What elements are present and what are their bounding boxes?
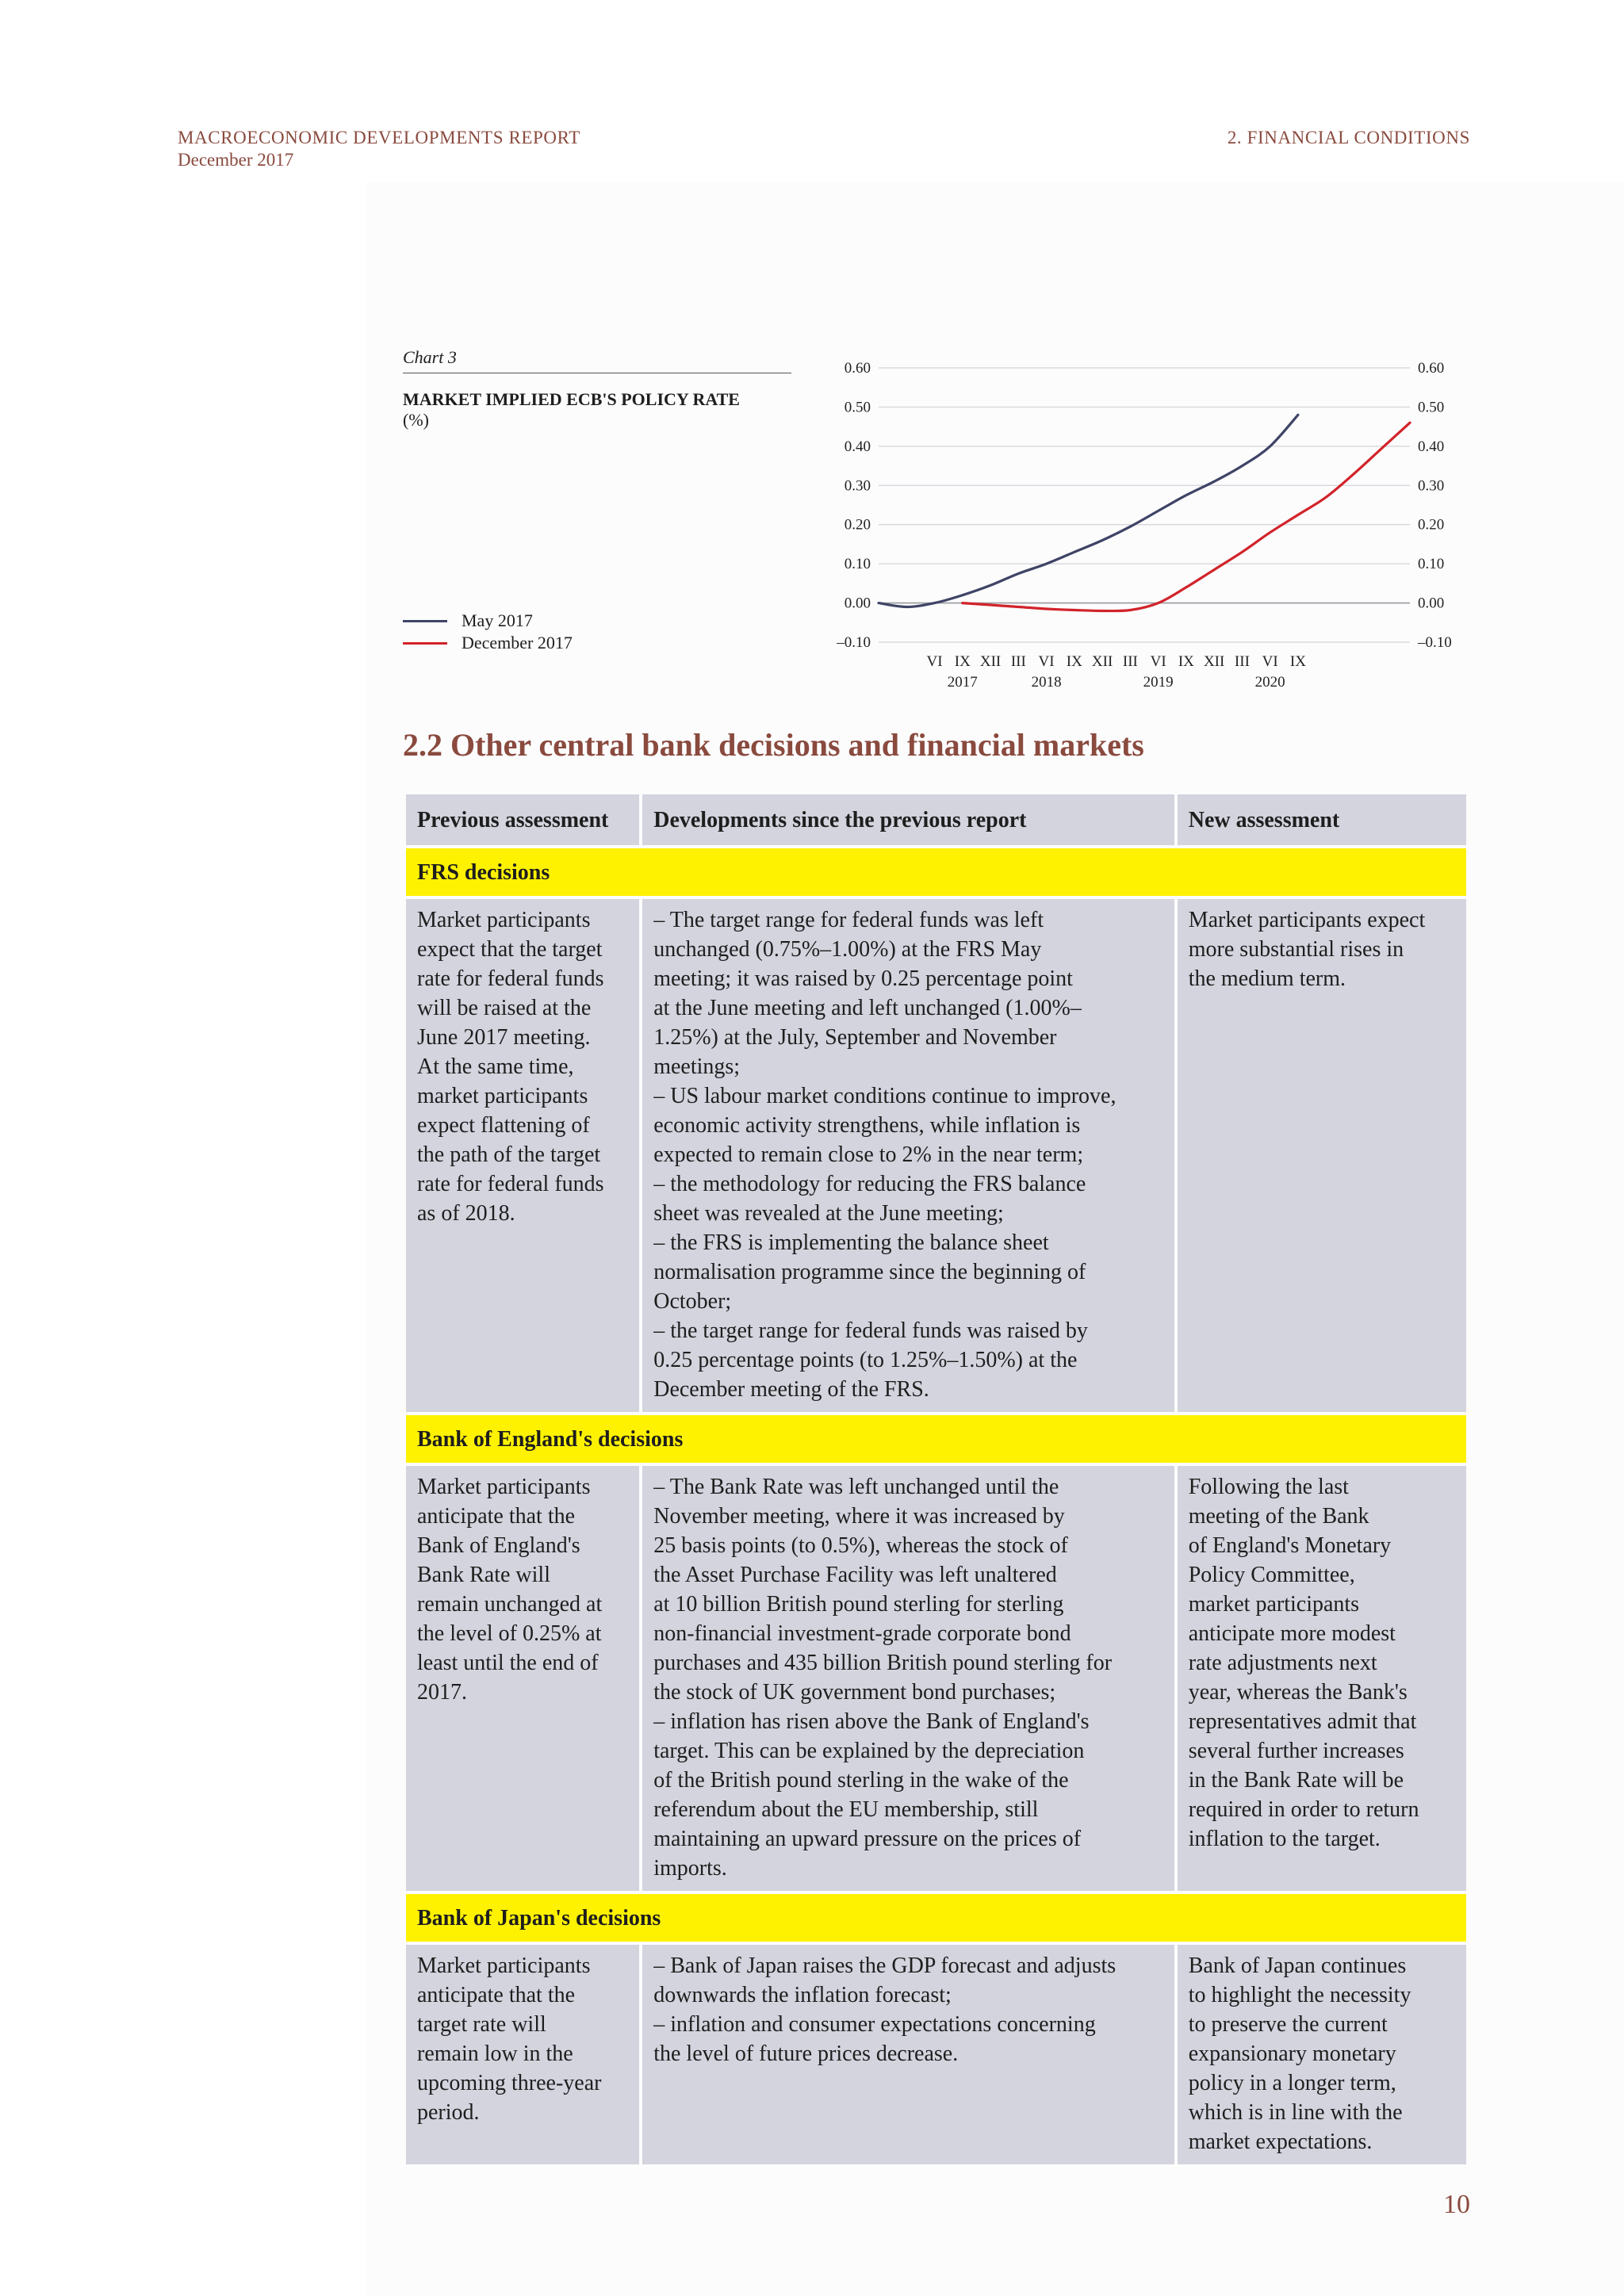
- table-group-row: [406, 1894, 1466, 1942]
- text-line: several further increases: [1188, 1739, 1404, 1763]
- text-line: Market participants: [417, 908, 591, 932]
- text-line: anticipate that the: [417, 1983, 576, 2007]
- text-line: – US labour market conditions continue to improve,: [653, 1084, 1116, 1108]
- text-line: Market participants expect: [1188, 908, 1426, 932]
- group-title: Bank of Japan's decisions: [406, 1894, 1466, 1942]
- x-tick-label: III: [1234, 653, 1250, 670]
- text-line: Market participants: [417, 1475, 591, 1499]
- text-line: expansionary monetary: [1188, 2042, 1396, 2066]
- previous-assessment-cell: [406, 1466, 639, 1891]
- x-year-label: 2017: [947, 674, 978, 691]
- table-row: [406, 1466, 1466, 1891]
- column-header-developments: Developments since the previous report: [642, 794, 1174, 845]
- text-line: Bank Rate will: [417, 1563, 550, 1587]
- text-line: 0.25 percentage points (to 1.25%–1.50%) at the: [653, 1348, 1078, 1372]
- text-line: rate adjustments next: [1188, 1651, 1377, 1675]
- legend-item-december-2017: [403, 632, 573, 654]
- report-title: MACROECONOMIC DEVELOPMENTS REPORT: [178, 128, 580, 147]
- text-line: purchases and 435 billion British pound sterling for: [653, 1651, 1113, 1675]
- text-line: anticipate more modest: [1188, 1621, 1396, 1646]
- text-line: expected to remain close to 2% in the near term;: [653, 1142, 1084, 1167]
- text-line: year, whereas the Bank's: [1188, 1680, 1408, 1705]
- text-line: anticipate that the: [417, 1504, 576, 1529]
- text-line: 1.25%) at the July, September and November: [653, 1025, 1057, 1050]
- text-line: – inflation and consumer expectations concerning: [653, 2012, 1096, 2037]
- chart-number: Chart 3: [403, 347, 791, 373]
- group-title: FRS decisions: [406, 848, 1466, 896]
- page-number: 10: [1443, 2190, 1470, 2219]
- text-line: representatives admit that: [1188, 1709, 1417, 1734]
- x-year-label: 2019: [1143, 674, 1174, 691]
- y-tick-label-left: 0.20: [844, 516, 871, 534]
- text-line: the path of the target: [417, 1142, 601, 1167]
- y-tick-label-right: 0.00: [1418, 595, 1445, 612]
- previous-assessment-cell: [406, 899, 639, 1412]
- x-tick-label: VI: [1150, 653, 1166, 670]
- text-line: – the target range for federal funds was raised by: [653, 1318, 1088, 1343]
- column-header-previous: Previous assessment: [406, 794, 639, 845]
- chart-legend: [403, 610, 573, 654]
- text-line: economic activity strengthens, while inflation is: [653, 1113, 1081, 1138]
- y-tick-label-left: 0.10: [844, 556, 871, 573]
- y-tick-label-left: 0.60: [844, 360, 871, 377]
- x-tick-label: XII: [1203, 653, 1225, 670]
- text-line: expect that the target: [417, 937, 603, 962]
- new-assessment-cell: [1178, 1945, 1466, 2164]
- text-line: normalisation programme since the beginning of: [653, 1260, 1086, 1284]
- text-line: – the methodology for reducing the FRS balance: [653, 1172, 1086, 1196]
- text-line: meetings;: [653, 1054, 741, 1079]
- text-line: rate for federal funds: [417, 966, 604, 991]
- x-tick-label: XII: [1091, 653, 1113, 670]
- series-line-december-2017: [963, 423, 1410, 610]
- text-line: the level of future prices decrease.: [653, 2042, 959, 2066]
- text-line: meeting; it was raised by 0.25 percentage point: [653, 966, 1073, 991]
- text-line: referendum about the EU membership, still: [653, 1797, 1039, 1822]
- developments-cell: [642, 1466, 1174, 1891]
- y-tick-label-right: 0.20: [1418, 516, 1445, 534]
- legend-label: December 2017: [462, 633, 573, 652]
- text-line: Market participants: [417, 1954, 591, 1978]
- text-line: Policy Committee,: [1188, 1563, 1355, 1587]
- group-title: Bank of England's decisions: [406, 1415, 1466, 1463]
- running-header-section: 2. FINANCIAL CONDITIONS: [1227, 128, 1470, 147]
- text-line: of the British pound sterling in the wake of the: [653, 1768, 1069, 1793]
- text-line: market participants: [1188, 1592, 1360, 1617]
- text-line: rate for federal funds: [417, 1172, 604, 1196]
- text-line: upcoming three-year: [417, 2071, 602, 2095]
- new-assessment-cell: [1178, 1466, 1466, 1891]
- x-tick-label: VI: [926, 653, 943, 670]
- text-line: 25 basis points (to 0.5%), whereas the stock of: [653, 1533, 1068, 1558]
- y-tick-label-right: 0.30: [1418, 477, 1445, 495]
- text-line: At the same time,: [417, 1054, 574, 1079]
- text-line: the medium term.: [1188, 966, 1346, 991]
- y-tick-label-right: 0.10: [1418, 556, 1445, 573]
- text-line: market participants: [417, 1084, 588, 1108]
- x-tick-label: III: [1122, 653, 1138, 670]
- chart-unit: (%): [403, 410, 429, 430]
- text-line: Following the last: [1188, 1475, 1349, 1499]
- y-tick-label-right: 0.50: [1418, 399, 1445, 416]
- text-line: to preserve the current: [1188, 2012, 1388, 2037]
- text-line: as of 2018.: [417, 1201, 515, 1226]
- text-line: policy in a longer term,: [1188, 2071, 1396, 2095]
- y-tick-label-left: 0.50: [844, 399, 871, 416]
- text-line: June 2017 meeting.: [417, 1025, 591, 1050]
- text-line: remain unchanged at: [417, 1592, 603, 1617]
- text-line: to highlight the necessity: [1188, 1983, 1411, 2007]
- text-line: – Bank of Japan raises the GDP forecast and adjusts: [653, 1954, 1116, 1978]
- text-line: meeting of the Bank: [1188, 1504, 1369, 1529]
- text-line: least until the end of: [417, 1651, 599, 1675]
- y-tick-label-right: –0.10: [1418, 634, 1452, 651]
- text-line: unchanged (0.75%–1.00%) at the FRS May: [653, 937, 1042, 962]
- y-tick-label-left: 0.30: [844, 477, 871, 495]
- assessment-table: [403, 791, 1469, 2168]
- text-line: – The Bank Rate was left unchanged until the: [653, 1475, 1059, 1499]
- y-tick-label-right: 0.60: [1418, 360, 1445, 377]
- x-tick-label: IX: [954, 653, 971, 670]
- text-line: 2017.: [417, 1680, 467, 1705]
- text-line: more substantial rises in: [1188, 937, 1404, 962]
- text-line: imports.: [653, 1856, 727, 1881]
- text-line: will be raised at the: [417, 996, 592, 1020]
- series-line-may-2017: [879, 415, 1298, 607]
- y-tick-label-left: –0.10: [837, 634, 871, 651]
- text-line: required in order to return: [1188, 1797, 1419, 1822]
- x-tick-label: XII: [979, 653, 1002, 670]
- developments-cell: [642, 1945, 1174, 2164]
- table-group-row: [406, 848, 1466, 896]
- text-line: downwards the inflation forecast;: [653, 1983, 952, 2007]
- chart-caption: [403, 347, 791, 430]
- text-line: expect flattening of: [417, 1113, 590, 1138]
- legend-swatch-december-2017: [403, 642, 447, 645]
- chart-title: MARKET IMPLIED ECB'S POLICY RATE: [403, 389, 740, 409]
- legend-label: May 2017: [462, 610, 533, 630]
- text-line: Bank of England's: [417, 1533, 580, 1558]
- developments-cell: [642, 899, 1174, 1412]
- table-header-row: [406, 794, 1466, 845]
- text-line: sheet was revealed at the June meeting;: [653, 1201, 1004, 1226]
- report-date: December 2017: [178, 150, 294, 170]
- text-line: at 10 billion British pound sterling for sterling: [653, 1592, 1064, 1617]
- policy-rate-line-chart: [825, 349, 1475, 698]
- table-group-row: [406, 1415, 1466, 1463]
- text-line: inflation to the target.: [1188, 1827, 1381, 1851]
- running-header-left: [178, 127, 580, 171]
- x-year-label: 2020: [1254, 674, 1285, 691]
- y-tick-label-right: 0.40: [1418, 438, 1445, 455]
- text-line: maintaining an upward pressure on the prices of: [653, 1827, 1082, 1851]
- text-line: – the FRS is implementing the balance sheet: [653, 1230, 1049, 1255]
- text-line: November meeting, where it was increased by: [653, 1504, 1065, 1529]
- previous-assessment-cell: [406, 1945, 639, 2164]
- new-assessment-cell: [1178, 899, 1466, 1412]
- text-line: at the June meeting and left unchanged (1.00%–: [653, 996, 1082, 1020]
- section-title: 2.2 Other central bank decisions and financial markets: [403, 727, 1144, 763]
- x-tick-label: VI: [1038, 653, 1055, 670]
- text-line: the Asset Purchase Facility was left unaltered: [653, 1563, 1057, 1587]
- text-line: the stock of UK government bond purchases;: [653, 1680, 1056, 1705]
- x-tick-label: VI: [1262, 653, 1278, 670]
- text-line: October;: [653, 1289, 732, 1314]
- text-line: the level of 0.25% at: [417, 1621, 602, 1646]
- column-header-new: New assessment: [1178, 794, 1466, 845]
- x-year-label: 2018: [1031, 674, 1062, 691]
- table-row: [406, 1945, 1466, 2164]
- x-tick-label: III: [1010, 653, 1026, 670]
- text-line: period.: [417, 2100, 480, 2125]
- legend-swatch-may-2017: [403, 620, 447, 622]
- text-line: target. This can be explained by the depreciation: [653, 1739, 1085, 1763]
- legend-item-may-2017: [403, 610, 573, 632]
- text-line: in the Bank Rate will be: [1188, 1768, 1404, 1793]
- text-line: December meeting of the FRS.: [653, 1377, 929, 1402]
- y-tick-label-left: 0.40: [844, 438, 871, 455]
- text-line: of England's Monetary: [1188, 1533, 1392, 1558]
- text-line: – The target range for federal funds was left: [653, 908, 1044, 932]
- text-line: – inflation has risen above the Bank of England's: [653, 1709, 1090, 1734]
- y-tick-label-left: 0.00: [844, 595, 871, 612]
- table-row: [406, 899, 1466, 1412]
- text-line: Bank of Japan continues: [1188, 1954, 1407, 1978]
- text-line: target rate will: [417, 2012, 546, 2037]
- text-line: which is in line with the: [1188, 2100, 1403, 2125]
- text-line: market expectations.: [1188, 2130, 1373, 2154]
- x-tick-label: IX: [1066, 653, 1082, 670]
- x-tick-label: IX: [1178, 653, 1194, 670]
- x-tick-label: IX: [1289, 653, 1306, 670]
- text-line: remain low in the: [417, 2042, 573, 2066]
- text-line: non-financial investment-grade corporate bond: [653, 1621, 1071, 1646]
